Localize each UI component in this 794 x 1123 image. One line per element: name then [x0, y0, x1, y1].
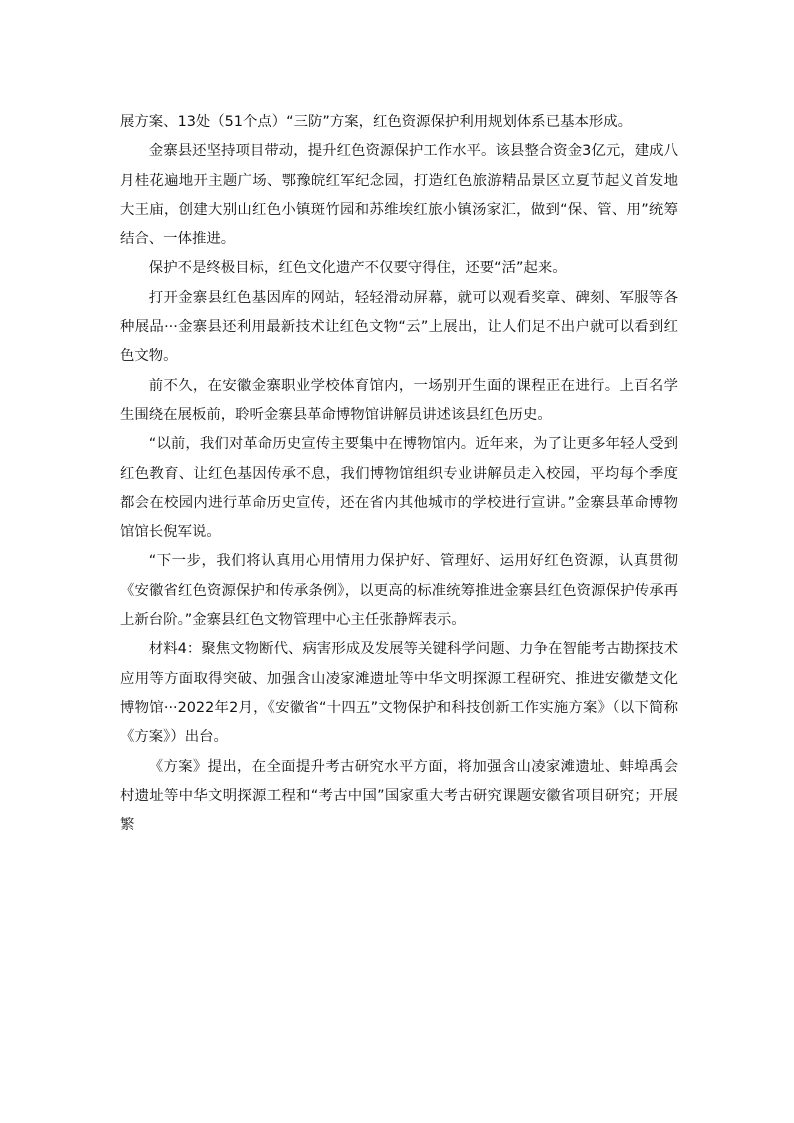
paragraph-7: “下一步，我们将认真用心用情用力保护好、管理好、运用好红色资源，认真贯彻《安徽省红色资源保护和传承条例》，以更高的标准统筹推进金寨县红色资源保护传承再上新台阶。”金寨县红色文物管理中心主任张静辉表示。	[120, 553, 678, 629]
document-body	[120, 108, 678, 840]
paragraph-9: 《方案》提出，在全面提升考古研究水平方面，将加强含山凌家滩遗址、蚌埠禹会村遗址等中华文明探源工程和“考古中国”国家重大考古研究课题安徽省项目研究；开展繁	[120, 758, 678, 834]
paragraph-8: 材料4：聚焦文物断代、病害形成及发展等关键科学问题、力争在智能考古勘探技术应用等方面取得突破、加强含山凌家滩遗址等中华文明探源工程研究、推进安徽楚文化博物馆···2022年2月，《安徽省“十四五”文物保护和科技创新工作实施方案》（以下简称《方案》）出台。	[120, 641, 678, 746]
paragraph-5: 前不久，在安徽金寨职业学校体育馆内，一场别开生面的课程正在进行。上百名学生围绕在展板前，聆听金寨县革命博物馆讲解员讲述该县红色历史。	[120, 377, 678, 423]
paragraph-3: 保护不是终极目标，红色文化遗产不仅要守得住，还要“活”起来。	[148, 260, 567, 277]
paragraph-4: 打开金寨县红色基因库的网站，轻轻滑动屏幕，就可以观看奖章、碑刻、军服等各种展品···金寨县还利用最新技术让红色文物“云”上展出，让人们足不出户就可以看到红色文物。	[120, 289, 678, 365]
paragraph-6: “以前，我们对革命历史宣传主要集中在博物馆内。近年来，为了让更多年轻人受到红色教育、让红色基因传承不息，我们博物馆组织专业讲解员走入校园，平均每个季度都会在校园内进行革命历史宣传，还在省内其他城市的学校进行宣讲。”金寨县革命博物馆馆长倪军说。	[120, 436, 678, 541]
paragraph-2: 金寨县还坚持项目带动，提升红色资源保护工作水平。该县整合资金3亿元，建成八月桂花遍地开主题广场、鄂豫皖红军纪念园，打造红色旅游精品景区立夏节起义首发地大王庙，创建大别山红色小镇斑竹园和苏维埃红旅小镇汤家汇，做到“保、管、用”统筹结合、一体推进。	[120, 143, 678, 248]
paragraph-1: 展方案、13处（51个点）“三防”方案，红色资源保护利用规划体系已基本形成。	[120, 114, 633, 130]
